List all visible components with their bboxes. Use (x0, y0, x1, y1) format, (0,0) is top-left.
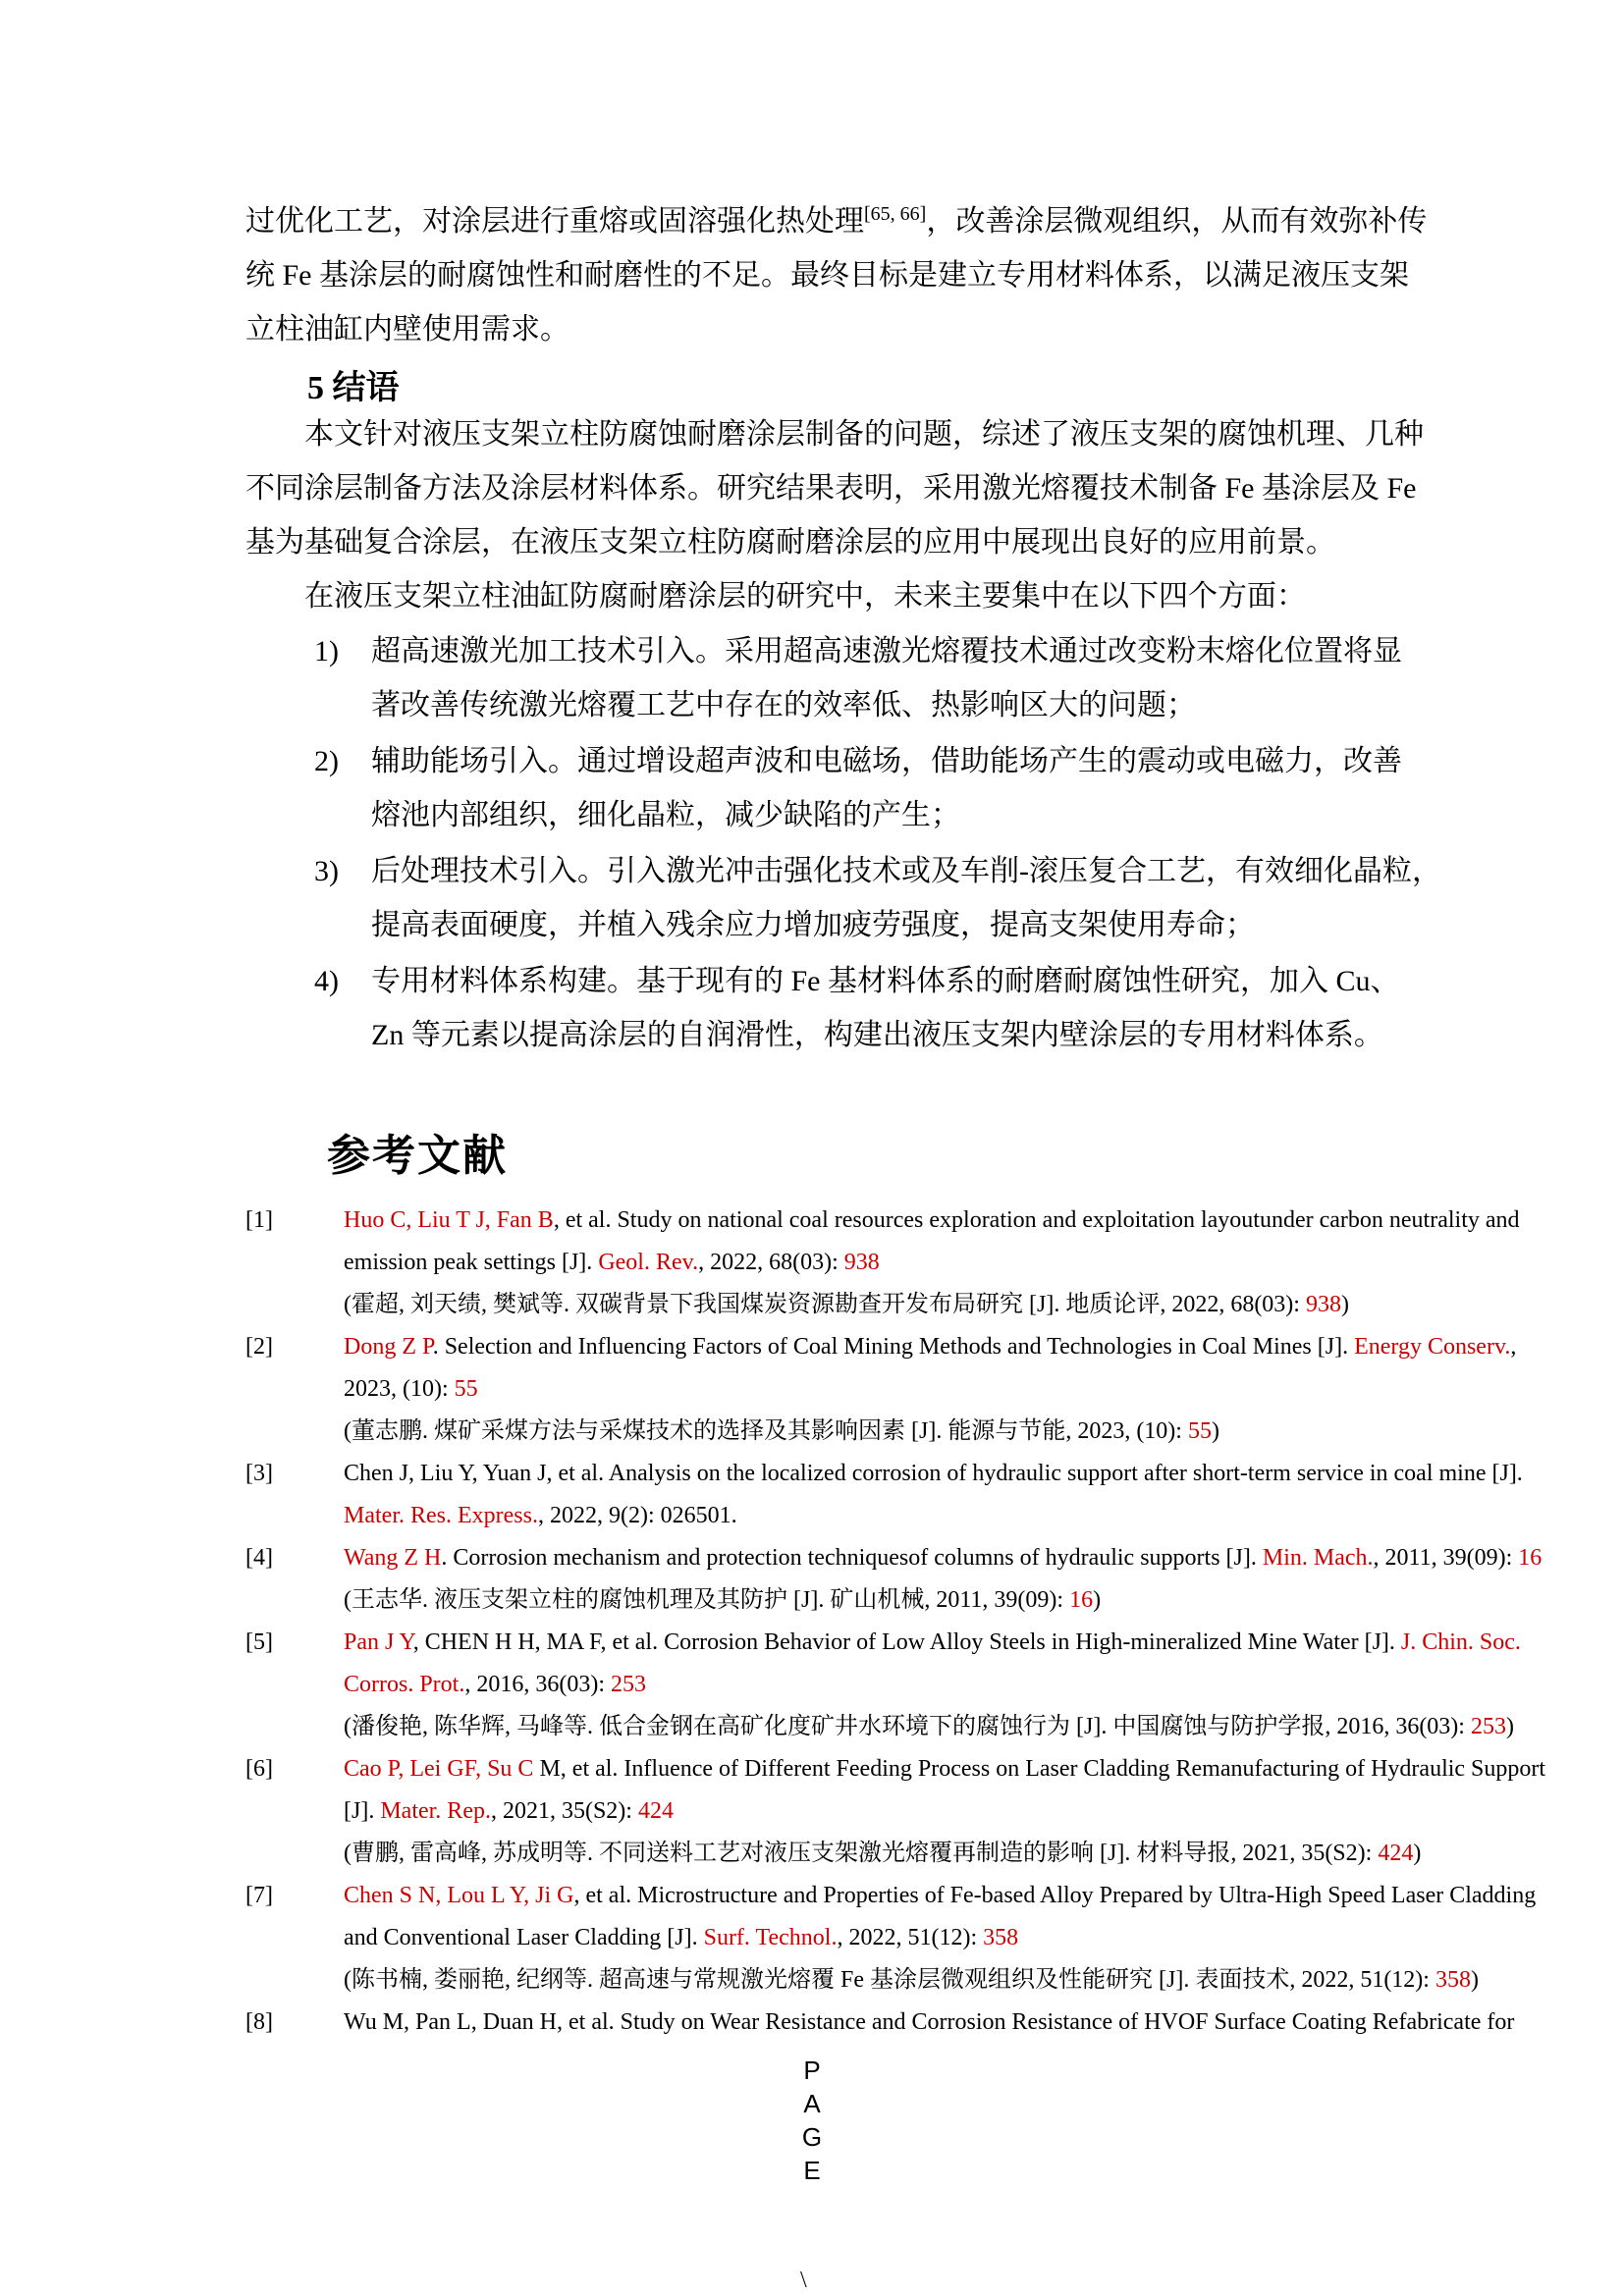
text-run: , 2022, 9(2): 026501. (537, 1503, 737, 1528)
list-item-line (371, 844, 1463, 898)
reference-id: [7] (245, 1883, 273, 1908)
text-run: 立柱油缸内壁使用需求。 (245, 313, 569, 346)
text-run: 辅助能场引入。通过增设超声波和电磁场，借助能场产生的震动或电磁力，改善 (371, 745, 1402, 777)
red-text-run: 938 (843, 1250, 880, 1275)
reference-line (344, 1748, 1546, 1790)
paragraph-line (245, 248, 1463, 302)
text-run: (王志华. 液压支架立柱的腐蚀机理及其防护 [J]. 矿山机械, 2011, 39(09): (344, 1587, 1070, 1613)
text-run: ，改善涂层微观组织，从而有效弥补传 (926, 205, 1428, 238)
reference-entry (245, 1748, 1546, 1875)
reference-line (344, 1833, 1463, 1875)
text-run: , 2016, 36(03): (464, 1672, 611, 1697)
text-run: Zn 等元素以提高涂层的自润滑性，构建出液压支架内壁涂层的专用材料体系。 (371, 1019, 1383, 1051)
list-marker: 4) (314, 965, 339, 997)
reference-line (344, 1284, 1463, 1326)
red-text-run: 424 (1378, 1841, 1414, 1866)
reference-line (344, 1242, 1463, 1284)
red-text-run: Wang Z H (344, 1545, 442, 1571)
reference-entry (245, 1453, 1523, 1537)
text-run: , CHEN H H, MA F, et al. Corrosion Behavior of Low Alloy Steels in High-mineralized Mine Water [J]. (412, 1629, 1401, 1655)
reference-id: [5] (245, 1629, 273, 1655)
list-item-line (371, 788, 1463, 842)
red-text-run: Dong Z P (344, 1334, 433, 1360)
reference-id: [1] (245, 1207, 273, 1233)
reference-line (344, 1959, 1479, 2002)
paragraph-line (245, 515, 1463, 569)
text-run: (陈书楠, 娄丽艳, 纪纲等. 超高速与常规激光熔覆 Fe 基涂层微观组织及性能研究 [J]. 表面技术, 2022, 51(12): (344, 1967, 1435, 1993)
lead-in-text: 在液压支架立柱油缸防腐耐磨涂层的研究中，未来主要集中在以下四个方面： (304, 580, 1306, 613)
text-run: Wu M, Pan L, Duan H, et al. Study on Wear Resistance and Corrosion Resistance of HVOF Surface Coating Refabricate for (344, 2009, 1515, 2035)
conclusion-paragraph (245, 407, 1463, 569)
red-text-run: 16 (1518, 1545, 1543, 1571)
reference-line (344, 1326, 1517, 1368)
paragraph-line (245, 194, 1463, 248)
reference-entry (245, 2002, 1515, 2044)
cut-character: \ (800, 2268, 807, 2293)
text-run: , 2011, 39(09): (1373, 1545, 1519, 1571)
list-marker: 1) (314, 635, 339, 667)
text-run: emission peak settings [J]. (344, 1250, 599, 1275)
text-run: 统 Fe 基涂层的耐腐蚀性和耐磨性的不足。最终目标是建立专用材料体系，以满足液压支架 (245, 259, 1409, 292)
red-text-run: Cao P, Lei GF, Su C (344, 1756, 534, 1782)
reference-entry (245, 1200, 1520, 1326)
red-text-run: 16 (1069, 1587, 1094, 1613)
text-run: 基为基础复合涂层，在液压支架立柱防腐耐磨涂层的应用中展现出良好的应用前景。 (245, 526, 1335, 559)
red-text-run: Mater. Rep. (380, 1798, 491, 1824)
reference-line (344, 1537, 1543, 1579)
red-text-run: 55 (454, 1376, 478, 1402)
reference-id: [3] (245, 1461, 273, 1486)
page-field-letter: G (801, 2122, 823, 2152)
list-item-line (371, 734, 1463, 788)
reference-line (344, 1411, 1463, 1453)
list-item (245, 844, 1463, 952)
reference-line (344, 2002, 1515, 2044)
text-run: 提高表面硬度，并植入残余应力增加疲劳强度，提高支架使用寿命； (371, 909, 1255, 941)
text-run: ) (1340, 1292, 1349, 1317)
reference-entry (245, 1537, 1543, 1622)
text-run: 过优化工艺，对涂层进行重熔或固溶强化热处理 (245, 205, 864, 238)
red-text-run: Surf. Technol. (703, 1925, 838, 1950)
text-run: ) (1211, 1418, 1219, 1444)
text-run: (霍超, 刘天绩, 樊斌等. 双碳背景下我国煤炭资源勘查开发布局研究 [J]. 地质论评, 2022, 68(03): (344, 1292, 1306, 1317)
text-run: ) (1505, 1714, 1514, 1739)
red-text-run: Corros. Prot. (344, 1672, 465, 1697)
list-item (245, 624, 1463, 732)
text-run: . Selection and Influencing Factors of Coal Mining Methods and Technologies in Coal Mines [J]. (432, 1334, 1355, 1360)
text-run: (潘俊艳, 陈华辉, 马峰等. 低合金钢在高矿化度矿井水环境下的腐蚀行为 [J]. 中国腐蚀与防护学报, 2016, 36(03): (344, 1714, 1471, 1739)
list-item (245, 734, 1463, 842)
text-run: , et al. Microstructure and Properties of Fe-based Alloy Prepared by Ultra-High Speed Laser Cladding (573, 1883, 1537, 1908)
text-run: , 2021, 35(S2): (490, 1798, 638, 1824)
list-item-line (371, 678, 1463, 732)
red-text-run: 424 (637, 1798, 674, 1824)
text-run: (董志鹏. 煤矿采煤方法与采煤技术的选择及其影响因素 [J]. 能源与节能, 2023, (10): (344, 1418, 1188, 1444)
text-run: 著改善传统激光熔覆工艺中存在的效率低、热影响区大的问题； (371, 689, 1196, 721)
text-run: [J]. (344, 1798, 381, 1824)
text-run: 超高速激光加工技术引入。采用超高速激光熔覆技术通过改变粉末熔化位置将显 (371, 635, 1402, 667)
red-text-run: 358 (1435, 1967, 1471, 1993)
red-text-run: 358 (983, 1925, 1019, 1950)
page-field (0, 2054, 1624, 2187)
reference-line (344, 1706, 1514, 1748)
numbered-list (245, 624, 1463, 1064)
list-item-line (371, 624, 1463, 678)
red-text-run: Huo C, Liu T J, Fan B (344, 1207, 554, 1233)
reference-line (344, 1579, 1463, 1622)
section-heading: 5 结语 (307, 370, 400, 406)
red-text-run: 55 (1187, 1418, 1212, 1444)
paragraph-line (245, 302, 1463, 356)
reference-id: [2] (245, 1334, 273, 1360)
superscript-citation: [65, 66] (864, 203, 927, 225)
text-run: . Corrosion mechanism and protection techniquesof columns of hydraulic supports [J]. (441, 1545, 1263, 1571)
list-item-line (371, 954, 1463, 1008)
red-text-run: Energy Conserv. (1354, 1334, 1511, 1360)
red-text-run: Pan J Y (344, 1629, 413, 1655)
page-field-letter: A (803, 2089, 821, 2118)
reference-line (344, 1368, 1463, 1411)
list-marker: 3) (314, 855, 339, 887)
reference-line (344, 1917, 1463, 1959)
text-run: , 2022, 68(03): (698, 1250, 844, 1275)
text-run: ) (1413, 1841, 1422, 1866)
lead-in-line (245, 569, 1463, 623)
red-text-run: 938 (1305, 1292, 1341, 1317)
text-run: 熔池内部组织，细化晶粒，减少缺陷的产生； (371, 799, 960, 831)
reference-line (344, 1495, 1463, 1537)
reference-entry (245, 1622, 1521, 1748)
text-run: Chen J, Liu Y, Yuan J, et al. Analysis on the localized corrosion of hydraulic support after short-term service in coal mine [J]. (344, 1461, 1523, 1486)
intro-paragraph (245, 194, 1463, 356)
red-text-run: Geol. Rev. (598, 1250, 699, 1275)
text-run: M, et al. Influence of Different Feeding Process on Laser Cladding Remanufacturing of Hydraulic Support (533, 1756, 1546, 1782)
paragraph-line (245, 461, 1463, 515)
reference-line (344, 1622, 1521, 1664)
text-run: , 2022, 51(12): (837, 1925, 984, 1950)
text-run: 不同涂层制备方法及涂层材料体系。研究结果表明，采用激光熔覆技术制备 Fe 基涂层及 Fe (245, 472, 1417, 505)
references-heading: 参考文献 (327, 1132, 508, 1180)
red-text-run: Mater. Res. Express. (344, 1503, 538, 1528)
text-run: , et al. Study on national coal resources exploration and exploitation layoutunder carbon neutrality and (553, 1207, 1520, 1233)
reference-line (344, 1200, 1520, 1242)
text-run: ) (1093, 1587, 1102, 1613)
list-marker: 2) (314, 745, 339, 777)
red-text-run: Min. Mach. (1262, 1545, 1374, 1571)
reference-entry (245, 1326, 1517, 1453)
page-field-letter: P (803, 2056, 821, 2085)
reference-id: [4] (245, 1545, 273, 1571)
reference-line (344, 1453, 1523, 1495)
text-run: 专用材料体系构建。基于现有的 Fe 基材料体系的耐磨耐腐蚀性研究，加入 Cu、 (371, 965, 1400, 997)
red-text-run: J. Chin. Soc. (1400, 1629, 1521, 1655)
reference-entry (245, 1875, 1537, 2002)
red-text-run: 253 (611, 1672, 646, 1697)
red-text-run: 253 (1470, 1714, 1506, 1739)
text-run: ) (1470, 1967, 1479, 1993)
text-run: 本文针对液压支架立柱防腐蚀耐磨涂层制备的问题，综述了液压支架的腐蚀机理、几种 (304, 418, 1424, 451)
text-run: (曹鹏, 雷高峰, 苏成明等. 不同送料工艺对液压支架激光熔覆再制造的影响 [J]. 材料导报, 2021, 35(S2): (344, 1841, 1379, 1866)
list-item-line (371, 898, 1463, 952)
reference-line (344, 1664, 1463, 1706)
reference-line (344, 1875, 1537, 1917)
text-run: , (1510, 1334, 1517, 1360)
references-list (245, 1200, 1546, 2044)
text-run: 2023, (10): (344, 1376, 455, 1402)
list-item-line (371, 1008, 1463, 1062)
list-item (245, 954, 1463, 1062)
text-run: and Conventional Laser Cladding [J]. (344, 1925, 704, 1950)
reference-line (344, 1790, 1463, 1833)
red-text-run: Chen S N, Lou L Y, Ji G (344, 1883, 574, 1908)
reference-id: [8] (245, 2009, 273, 2035)
paragraph-line (245, 407, 1463, 461)
text-run: 后处理技术引入。引入激光冲击强化技术或及车削-滚压复合工艺，有效细化晶粒， (371, 855, 1441, 887)
page-field-letter: E (803, 2156, 821, 2185)
reference-id: [6] (245, 1756, 273, 1782)
